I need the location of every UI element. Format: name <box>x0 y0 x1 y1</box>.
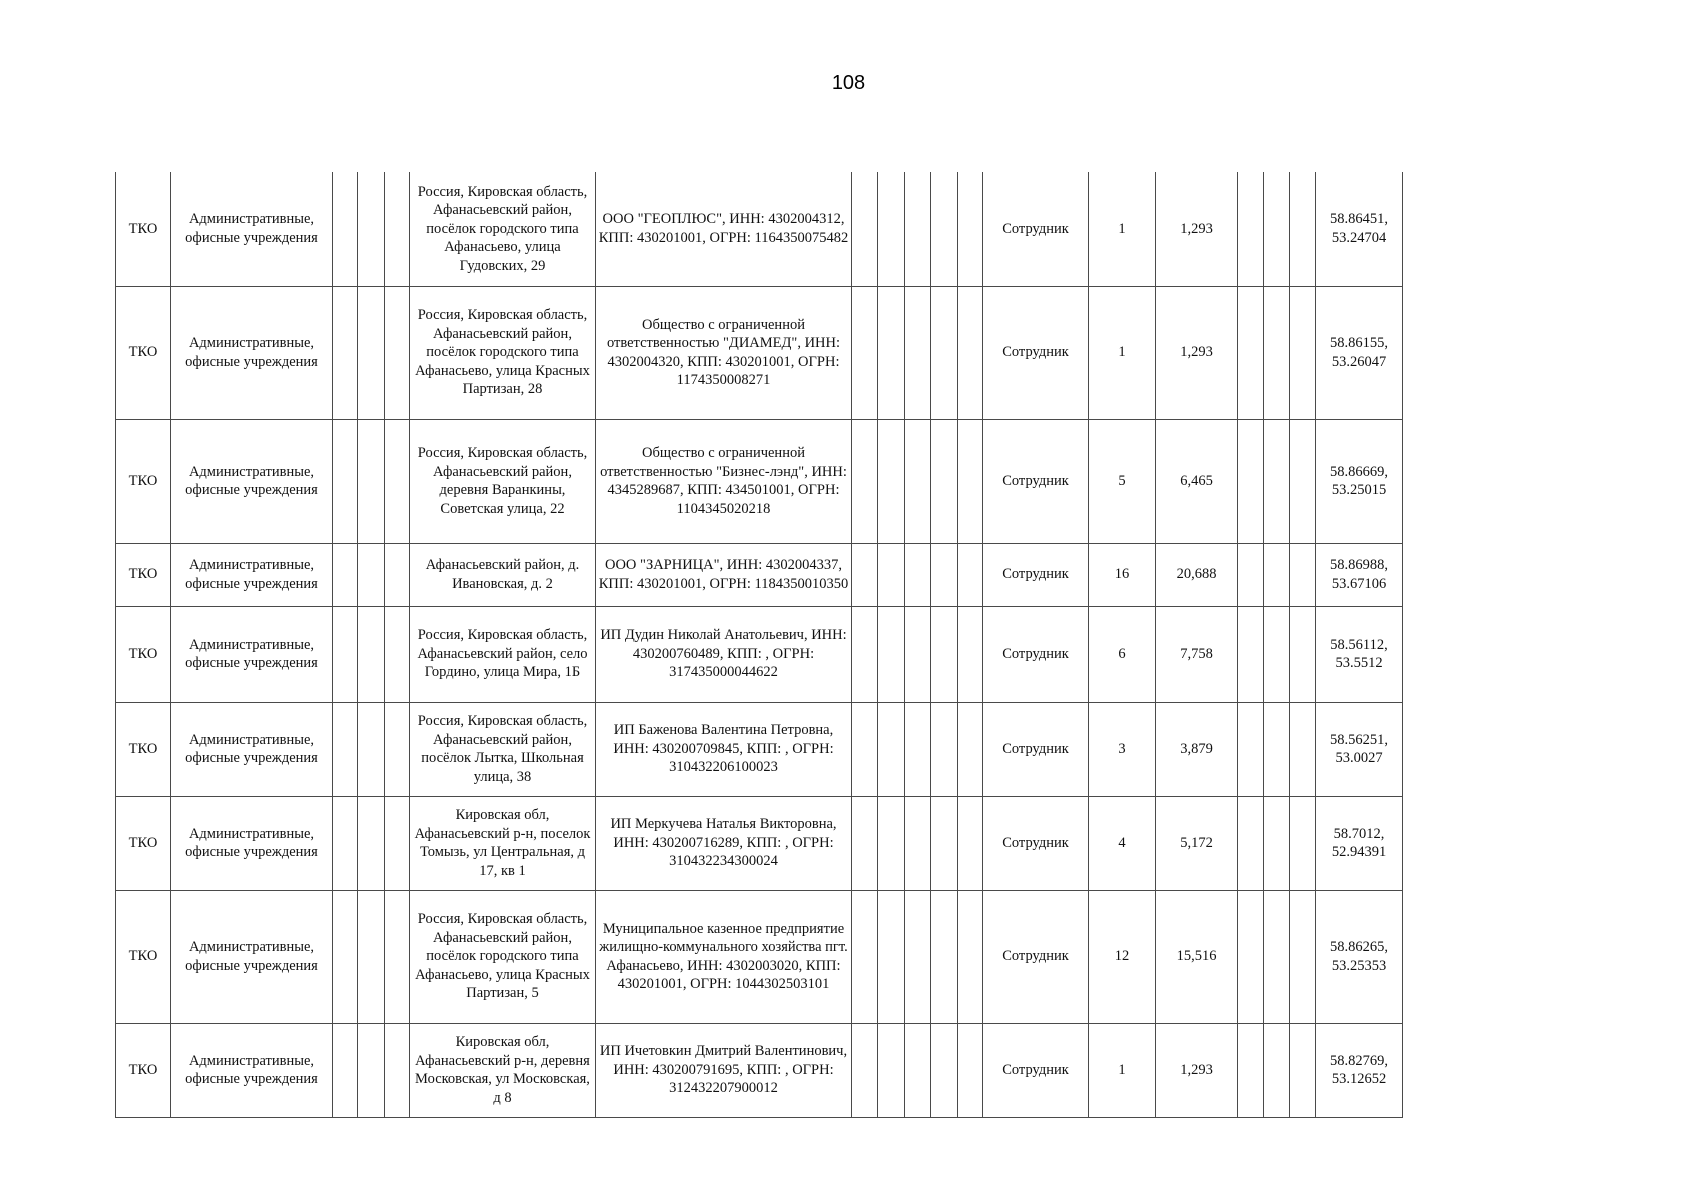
volume-cell: 5,172 <box>1156 796 1238 890</box>
category-cell: Административные, офисные учреждения <box>171 796 333 890</box>
address-cell: Кировская обл, Афанасьевский р-н, деревня Московская, ул Московская, д 8 <box>410 1023 596 1117</box>
organization-cell: ООО "ГЕОПЛЮС", ИНН: 4302004312, КПП: 430201001, ОГРН: 1164350075482 <box>596 172 852 286</box>
empty-cell <box>1264 419 1290 543</box>
count-cell: 5 <box>1089 419 1156 543</box>
empty-cell <box>385 702 410 796</box>
address-cell: Россия, Кировская область, Афанасьевский район, посёлок городского типа Афанасьево, улица Гудовских, 29 <box>410 172 596 286</box>
empty-cell <box>958 606 983 702</box>
empty-cell <box>333 286 358 419</box>
organization-cell: ООО "ЗАРНИЦА", ИНН: 4302004337, КПП: 430201001, ОГРН: 1184350010350 <box>596 543 852 606</box>
empty-cell <box>878 543 905 606</box>
organization-cell: ИП Ичетовкин Дмитрий Валентинович, ИНН: 430200791695, КПП: , ОГРН: 312432207900012 <box>596 1023 852 1117</box>
empty-cell <box>905 1023 931 1117</box>
unit-cell: Сотрудник <box>983 1023 1089 1117</box>
address-cell: Россия, Кировская область, Афанасьевский район, посёлок городского типа Афанасьево, улица Красных Партизан, 5 <box>410 890 596 1023</box>
empty-cell <box>878 172 905 286</box>
empty-cell <box>905 286 931 419</box>
empty-cell <box>1290 286 1316 419</box>
empty-cell <box>1238 702 1264 796</box>
organization-cell: Общество с ограниченной ответственностью "Бизнес-лэнд", ИНН: 4345289687, КПП: 434501001, ОГРН: 1104345020218 <box>596 419 852 543</box>
empty-cell <box>931 890 958 1023</box>
table-row <box>116 890 1403 1023</box>
address-cell: Россия, Кировская область, Афанасьевский район, деревня Варанкины, Советская улица, 22 <box>410 419 596 543</box>
empty-cell <box>358 890 385 1023</box>
empty-cell <box>852 543 878 606</box>
empty-cell <box>905 890 931 1023</box>
count-cell: 1 <box>1089 172 1156 286</box>
empty-cell <box>358 1023 385 1117</box>
empty-cell <box>878 606 905 702</box>
empty-cell <box>905 606 931 702</box>
empty-cell <box>1290 606 1316 702</box>
coordinates-cell: 58.86265, 53.25353 <box>1316 890 1403 1023</box>
unit-cell: Сотрудник <box>983 419 1089 543</box>
empty-cell <box>1264 172 1290 286</box>
empty-cell <box>1290 419 1316 543</box>
volume-cell: 1,293 <box>1156 1023 1238 1117</box>
page-number: 108 <box>831 72 866 94</box>
empty-cell <box>905 419 931 543</box>
category-cell: Административные, офисные учреждения <box>171 419 333 543</box>
empty-cell <box>385 890 410 1023</box>
table-row <box>116 543 1403 606</box>
empty-cell <box>1290 796 1316 890</box>
empty-cell <box>931 1023 958 1117</box>
empty-cell <box>958 543 983 606</box>
empty-cell <box>931 419 958 543</box>
table-row <box>116 606 1403 702</box>
empty-cell <box>1290 890 1316 1023</box>
volume-cell: 6,465 <box>1156 419 1238 543</box>
category-cell: Административные, офисные учреждения <box>171 606 333 702</box>
empty-cell <box>385 172 410 286</box>
empty-cell <box>958 1023 983 1117</box>
organization-cell: Муниципальное казенное предприятие жилищно-коммунального хозяйства пгт. Афанасьево, ИНН: 4302003020, КПП: 430201001, ОГРН: 1044302503101 <box>596 890 852 1023</box>
empty-cell <box>852 1023 878 1117</box>
empty-cell <box>358 172 385 286</box>
empty-cell <box>333 172 358 286</box>
empty-cell <box>958 172 983 286</box>
empty-cell <box>333 890 358 1023</box>
table-row <box>116 172 1403 286</box>
empty-cell <box>852 419 878 543</box>
empty-cell <box>385 286 410 419</box>
empty-cell <box>852 890 878 1023</box>
table-row <box>116 796 1403 890</box>
empty-cell <box>931 172 958 286</box>
volume-cell: 20,688 <box>1156 543 1238 606</box>
category-cell: Административные, офисные учреждения <box>171 286 333 419</box>
volume-cell: 15,516 <box>1156 890 1238 1023</box>
empty-cell <box>852 286 878 419</box>
type-cell: ТКО <box>116 543 171 606</box>
empty-cell <box>1238 419 1264 543</box>
empty-cell <box>358 286 385 419</box>
volume-cell: 1,293 <box>1156 172 1238 286</box>
empty-cell <box>358 796 385 890</box>
empty-cell <box>333 543 358 606</box>
empty-cell <box>1264 796 1290 890</box>
empty-cell <box>878 286 905 419</box>
volume-cell: 7,758 <box>1156 606 1238 702</box>
empty-cell <box>1238 543 1264 606</box>
empty-cell <box>358 543 385 606</box>
count-cell: 12 <box>1089 890 1156 1023</box>
empty-cell <box>878 1023 905 1117</box>
empty-cell <box>958 419 983 543</box>
unit-cell: Сотрудник <box>983 172 1089 286</box>
empty-cell <box>333 1023 358 1117</box>
empty-cell <box>1238 796 1264 890</box>
empty-cell <box>385 1023 410 1117</box>
empty-cell <box>333 702 358 796</box>
empty-cell <box>931 796 958 890</box>
empty-cell <box>931 702 958 796</box>
coordinates-cell: 58.86669, 53.25015 <box>1316 419 1403 543</box>
empty-cell <box>958 286 983 419</box>
count-cell: 16 <box>1089 543 1156 606</box>
empty-cell <box>385 796 410 890</box>
address-cell: Кировская обл, Афанасьевский р-н, поселок Томызь, ул Центральная, д 17, кв 1 <box>410 796 596 890</box>
table-row <box>116 286 1403 419</box>
empty-cell <box>905 543 931 606</box>
coordinates-cell: 58.7012, 52.94391 <box>1316 796 1403 890</box>
empty-cell <box>385 606 410 702</box>
organization-cell: ИП Баженова Валентина Петровна, ИНН: 430200709845, КПП: , ОГРН: 310432206100023 <box>596 702 852 796</box>
empty-cell <box>1264 1023 1290 1117</box>
empty-cell <box>905 172 931 286</box>
empty-cell <box>358 702 385 796</box>
table-row <box>116 419 1403 543</box>
empty-cell <box>1264 890 1290 1023</box>
empty-cell <box>1290 172 1316 286</box>
empty-cell <box>385 543 410 606</box>
address-cell: Россия, Кировская область, Афанасьевский район, посёлок Лытка, Школьная улица, 38 <box>410 702 596 796</box>
count-cell: 4 <box>1089 796 1156 890</box>
empty-cell <box>333 796 358 890</box>
category-cell: Административные, офисные учреждения <box>171 702 333 796</box>
coordinates-cell: 58.56251, 53.0027 <box>1316 702 1403 796</box>
category-cell: Административные, офисные учреждения <box>171 543 333 606</box>
unit-cell: Сотрудник <box>983 543 1089 606</box>
empty-cell <box>1238 1023 1264 1117</box>
count-cell: 6 <box>1089 606 1156 702</box>
type-cell: ТКО <box>116 702 171 796</box>
empty-cell <box>958 890 983 1023</box>
empty-cell <box>878 890 905 1023</box>
category-cell: Административные, офисные учреждения <box>171 890 333 1023</box>
table-row <box>116 1023 1403 1117</box>
category-cell: Административные, офисные учреждения <box>171 1023 333 1117</box>
empty-cell <box>878 702 905 796</box>
coordinates-cell: 58.86451, 53.24704 <box>1316 172 1403 286</box>
empty-cell <box>931 543 958 606</box>
empty-cell <box>1238 172 1264 286</box>
empty-cell <box>333 419 358 543</box>
empty-cell <box>1290 702 1316 796</box>
empty-cell <box>958 702 983 796</box>
empty-cell <box>931 286 958 419</box>
volume-cell: 1,293 <box>1156 286 1238 419</box>
empty-cell <box>852 796 878 890</box>
empty-cell <box>958 796 983 890</box>
empty-cell <box>852 702 878 796</box>
empty-cell <box>385 419 410 543</box>
unit-cell: Сотрудник <box>983 606 1089 702</box>
type-cell: ТКО <box>116 419 171 543</box>
empty-cell <box>852 172 878 286</box>
empty-cell <box>1264 702 1290 796</box>
category-cell: Административные, офисные учреждения <box>171 172 333 286</box>
organization-cell: ИП Меркучева Наталья Викторовна, ИНН: 430200716289, КПП: , ОГРН: 310432234300024 <box>596 796 852 890</box>
unit-cell: Сотрудник <box>983 890 1089 1023</box>
empty-cell <box>1264 543 1290 606</box>
unit-cell: Сотрудник <box>983 286 1089 419</box>
empty-cell <box>1238 890 1264 1023</box>
type-cell: ТКО <box>116 606 171 702</box>
empty-cell <box>1238 606 1264 702</box>
count-cell: 1 <box>1089 1023 1156 1117</box>
empty-cell <box>358 419 385 543</box>
type-cell: ТКО <box>116 890 171 1023</box>
empty-cell <box>878 419 905 543</box>
empty-cell <box>333 606 358 702</box>
empty-cell <box>358 606 385 702</box>
type-cell: ТКО <box>116 796 171 890</box>
empty-cell <box>1238 286 1264 419</box>
type-cell: ТКО <box>116 1023 171 1117</box>
organization-cell: ИП Дудин Николай Анатольевич, ИНН: 430200760489, КПП: , ОГРН: 317435000044622 <box>596 606 852 702</box>
address-cell: Афанасьевский район, д. Ивановская, д. 2 <box>410 543 596 606</box>
empty-cell <box>905 796 931 890</box>
coordinates-cell: 58.86155, 53.26047 <box>1316 286 1403 419</box>
type-cell: ТКО <box>116 172 171 286</box>
unit-cell: Сотрудник <box>983 702 1089 796</box>
address-cell: Россия, Кировская область, Афанасьевский район, село Гордино, улица Мира, 1Б <box>410 606 596 702</box>
empty-cell <box>931 606 958 702</box>
empty-cell <box>1290 1023 1316 1117</box>
empty-cell <box>1290 543 1316 606</box>
coordinates-cell: 58.82769, 53.12652 <box>1316 1023 1403 1117</box>
empty-cell <box>905 702 931 796</box>
empty-cell <box>878 796 905 890</box>
count-cell: 1 <box>1089 286 1156 419</box>
unit-cell: Сотрудник <box>983 796 1089 890</box>
volume-cell: 3,879 <box>1156 702 1238 796</box>
empty-cell <box>852 606 878 702</box>
empty-cell <box>1264 606 1290 702</box>
address-cell: Россия, Кировская область, Афанасьевский район, посёлок городского типа Афанасьево, улица Красных Партизан, 28 <box>410 286 596 419</box>
coordinates-cell: 58.56112, 53.5512 <box>1316 606 1403 702</box>
empty-cell <box>1264 286 1290 419</box>
registry-table <box>115 172 1403 1118</box>
organization-cell: Общество с ограниченной ответственностью "ДИАМЕД", ИНН: 4302004320, КПП: 430201001, ОГРН: 1174350008271 <box>596 286 852 419</box>
coordinates-cell: 58.86988, 53.67106 <box>1316 543 1403 606</box>
table-row <box>116 702 1403 796</box>
type-cell: ТКО <box>116 286 171 419</box>
count-cell: 3 <box>1089 702 1156 796</box>
